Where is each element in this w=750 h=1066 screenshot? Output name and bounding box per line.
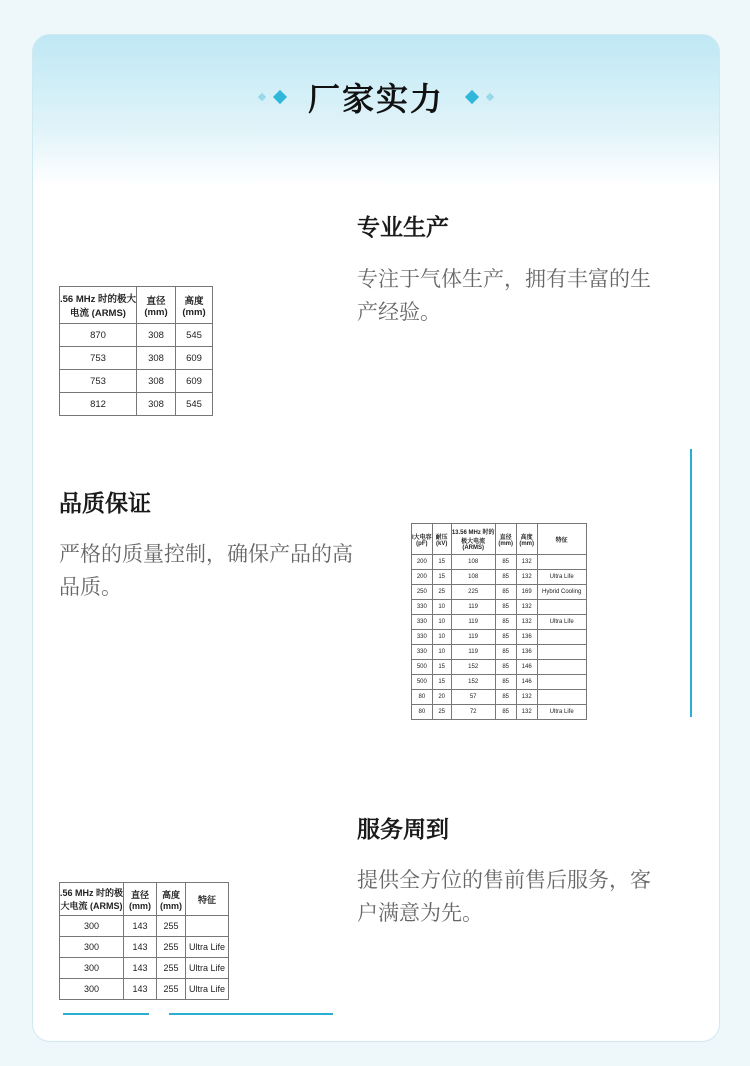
right-diamond-ornament [462, 92, 498, 102]
table-header-cell: 直径 (mm) [495, 524, 516, 555]
table-cell: 812 [60, 393, 137, 416]
table-cell: 20 [432, 690, 451, 705]
desc-line: 户满意为先。 [357, 901, 483, 925]
table-cell: 85 [495, 615, 516, 630]
table-cell: 308 [137, 347, 176, 370]
table-row [412, 630, 587, 645]
table-header-cell: .56 MHz 时的极大 电流 (ARMS) [60, 287, 137, 324]
table-header-cell: 耐压 (kV) [432, 524, 451, 555]
table-cell: 308 [137, 370, 176, 393]
table-row [412, 570, 587, 585]
section-heading-service: 服务周到 [357, 817, 449, 843]
table-cell: 143 [124, 979, 157, 1000]
table-cell: 85 [495, 675, 516, 690]
table-cell: 200 [412, 570, 433, 585]
table-cell: 300 [60, 916, 124, 937]
table-cell: 143 [124, 937, 157, 958]
table-header-cell: .56 MHz 时的极 大电流 (ARMS) [60, 883, 124, 916]
table-cell: 308 [137, 324, 176, 347]
desc-line: 严格的质量控制，确保产品的高 [59, 542, 353, 566]
table-cell: 132 [516, 555, 537, 570]
table-cell: Hybrid Cooling [537, 585, 586, 600]
table-row [412, 615, 587, 630]
table-cell [537, 600, 586, 615]
table-cell: 15 [432, 675, 451, 690]
table-row [412, 645, 587, 660]
spec-table-2 [411, 523, 587, 720]
table-row [60, 979, 229, 1000]
table-row [412, 585, 587, 600]
table-header-cell: 特征 [186, 883, 229, 916]
table-cell: 146 [516, 675, 537, 690]
table-cell: 80 [412, 705, 433, 720]
table-cell: 152 [451, 675, 495, 690]
table-cell: 255 [157, 979, 186, 1000]
table-cell: 10 [432, 645, 451, 660]
table-cell: 330 [412, 615, 433, 630]
diamond-icon [465, 90, 479, 104]
table-cell: 85 [495, 600, 516, 615]
desc-line: 产经验。 [357, 300, 441, 324]
table-cell: 500 [412, 660, 433, 675]
desc-line: 提供全方位的售前售后服务，客 [357, 868, 651, 892]
table-cell [537, 675, 586, 690]
table-cell: Ultra Life [537, 570, 586, 585]
table-cell: 15 [432, 660, 451, 675]
table-row [412, 690, 587, 705]
table-cell: 330 [412, 645, 433, 660]
table-cell [537, 555, 586, 570]
table-cell [537, 645, 586, 660]
table-cell: 85 [495, 705, 516, 720]
table-cell: 85 [495, 645, 516, 660]
table-cell: Ultra Life [186, 958, 229, 979]
table-header-cell: 直径 (mm) [137, 287, 176, 324]
table-cell: 85 [495, 630, 516, 645]
page-title: 厂家实力 [307, 80, 444, 118]
table-row [60, 916, 229, 937]
table-header-cell: 高度 (mm) [157, 883, 186, 916]
table-header-cell: 直径 (mm) [124, 883, 157, 916]
table-cell: 132 [516, 600, 537, 615]
table-cell [537, 660, 586, 675]
table-cell: 136 [516, 630, 537, 645]
accent-underline [63, 1013, 149, 1015]
table-cell: Ultra Life [186, 979, 229, 1000]
section-desc-service [357, 864, 707, 930]
table-cell: 545 [176, 324, 213, 347]
section-heading-production: 专业生产 [357, 215, 449, 241]
table-cell: 119 [451, 645, 495, 660]
table-cell: 609 [176, 347, 213, 370]
table-cell [537, 630, 586, 645]
table-cell: 85 [495, 660, 516, 675]
table-cell: Ultra Life [186, 937, 229, 958]
table-header-cell: 高度 (mm) [176, 287, 213, 324]
table-cell: Ultra Life [537, 705, 586, 720]
table-cell: 10 [432, 615, 451, 630]
table-header-cell: l大电容 (pF) [412, 524, 433, 555]
table-cell: 25 [432, 585, 451, 600]
table-cell: 255 [157, 937, 186, 958]
table-cell: 143 [124, 958, 157, 979]
table-cell: 85 [495, 555, 516, 570]
table-row [60, 393, 213, 416]
table-cell: 152 [451, 660, 495, 675]
table-cell: 132 [516, 615, 537, 630]
table-cell: 330 [412, 630, 433, 645]
table-cell: 753 [60, 370, 137, 393]
table-cell: 250 [412, 585, 433, 600]
table-cell: 119 [451, 600, 495, 615]
section-heading-quality: 品质保证 [59, 491, 151, 517]
table-cell: 300 [60, 979, 124, 1000]
table-row [412, 555, 587, 570]
spec-table-3 [59, 882, 229, 1000]
table-row [412, 705, 587, 720]
table-cell: 609 [176, 370, 213, 393]
table-row [60, 324, 213, 347]
table-cell: 545 [176, 393, 213, 416]
accent-divider [690, 449, 692, 717]
table-cell: 308 [137, 393, 176, 416]
table-cell: 132 [516, 705, 537, 720]
table-header-cell: 特征 [537, 524, 586, 555]
table-cell: 753 [60, 347, 137, 370]
table-cell: 108 [451, 570, 495, 585]
table-row [60, 958, 229, 979]
title-row [33, 75, 719, 119]
section-desc-production [357, 263, 707, 329]
table-cell: 15 [432, 570, 451, 585]
desc-line: 品质。 [59, 575, 122, 599]
table-header-cell: 13.56 MHz 时的 极大电流 (ARMS) [451, 524, 495, 555]
table-cell: 255 [157, 958, 186, 979]
accent-underline [169, 1013, 333, 1015]
table-cell: 132 [516, 570, 537, 585]
table-cell: 85 [495, 570, 516, 585]
table-cell: 225 [451, 585, 495, 600]
table-cell: 330 [412, 600, 433, 615]
table-row [60, 347, 213, 370]
table-cell: 10 [432, 630, 451, 645]
table-cell: 119 [451, 630, 495, 645]
table-row [60, 370, 213, 393]
table-cell: 132 [516, 690, 537, 705]
factory-strength-card [32, 34, 720, 1042]
table-cell: 85 [495, 690, 516, 705]
table-row [412, 600, 587, 615]
table-cell: 143 [124, 916, 157, 937]
diamond-icon [273, 90, 287, 104]
table-cell: 169 [516, 585, 537, 600]
table-cell: 10 [432, 600, 451, 615]
section-desc-quality [59, 538, 409, 604]
table-cell: Ultra Life [537, 615, 586, 630]
desc-line: 专注于气体生产，拥有丰富的生 [357, 267, 651, 291]
table-cell: 57 [451, 690, 495, 705]
table-cell: 85 [495, 585, 516, 600]
left-diamond-ornament [254, 92, 290, 102]
table-cell: 200 [412, 555, 433, 570]
table-cell: 80 [412, 690, 433, 705]
spec-table-1 [59, 286, 213, 416]
table-row [60, 937, 229, 958]
table-cell [537, 690, 586, 705]
table-cell [186, 916, 229, 937]
table-header-cell: 高度 (mm) [516, 524, 537, 555]
table-cell: 300 [60, 958, 124, 979]
table-row [412, 675, 587, 690]
table-cell: 255 [157, 916, 186, 937]
table-cell: 15 [432, 555, 451, 570]
table-cell: 870 [60, 324, 137, 347]
table-cell: 136 [516, 645, 537, 660]
table-row [412, 660, 587, 675]
table-cell: 72 [451, 705, 495, 720]
table-cell: 300 [60, 937, 124, 958]
table-cell: 108 [451, 555, 495, 570]
diamond-icon [486, 93, 494, 101]
table-cell: 500 [412, 675, 433, 690]
table-cell: 146 [516, 660, 537, 675]
table-cell: 119 [451, 615, 495, 630]
table-cell: 25 [432, 705, 451, 720]
diamond-icon [258, 93, 266, 101]
